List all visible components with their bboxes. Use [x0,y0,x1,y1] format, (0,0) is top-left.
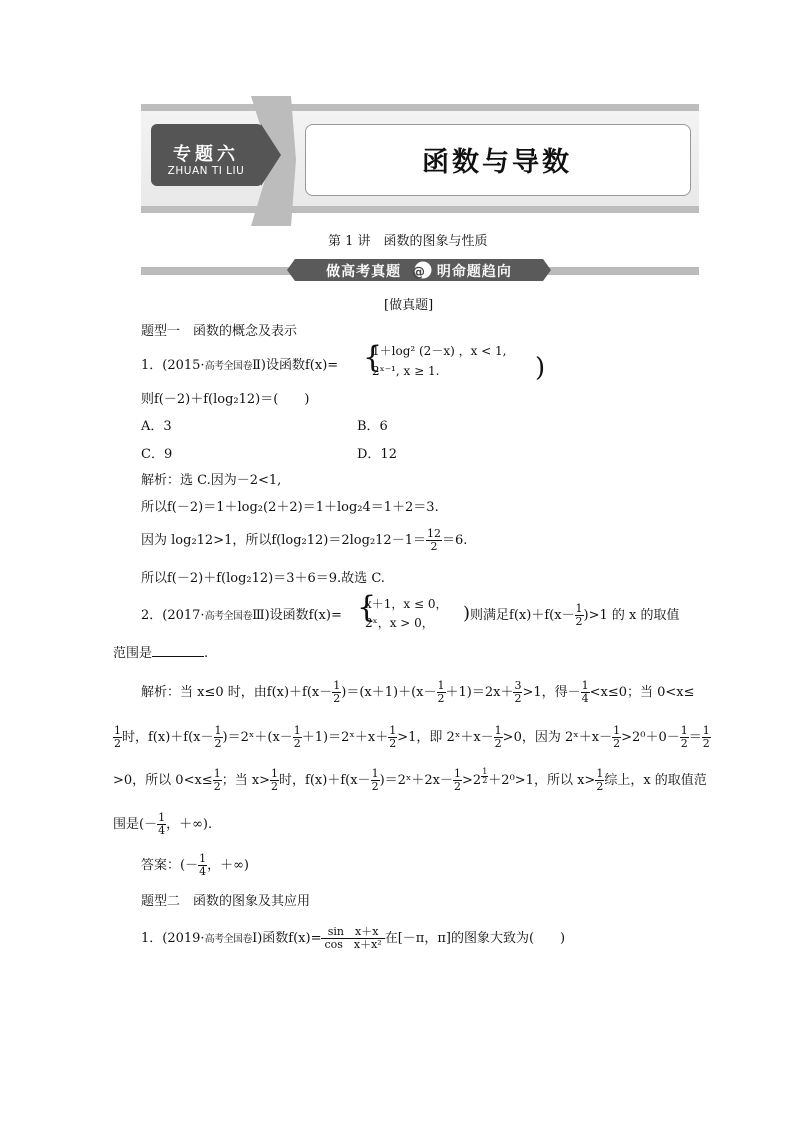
q1-option-d: D．12 [357,447,397,462]
ribbon-icon: @ [412,265,426,280]
q1-case2: 2ˣ⁻¹, x ≥ 1. [372,364,440,378]
q1-ask: 则f(－2)＋f(log₂12)＝( ) [141,392,310,407]
q1-stem: 1．(2015·高考全国卷Ⅱ)设函数f(x)= [141,358,339,373]
q1-option-a: A．3 [141,419,172,434]
q1-option-c: C．9 [141,447,173,462]
q2-solution-line3: >0，所以 0<x≤ $\frac{1}{2}$ ；当 x> $\frac{1}{2}$ 时，f(x)＋f(x－ $\frac{1}{2}$ )＝2ˣ＋2x－ $\frac{1}{2}$ >2 $\frac{1}{2}$ ＋2⁰>1，所以 x> $\frac{1}{2}$ 综上，x 的取值范 [113,767,707,793]
q1-solution-4: 所以f(－2)＋f(log₂12)＝3＋6＝9.故选 C. [141,571,385,586]
q2-solution-line1: 解析：当 x≤0 时，由f(x)＋f(x－ $\frac{1}{2}$ )＝(x＋1)＋(x－ $\frac{1}{2}$ ＋1)＝2x＋ $\frac{3}{2}$ >1，得－ $\frac{1}{4}$ <x≤0；当 0<x≤ [141,679,695,705]
q1-left-brace: { [363,340,383,375]
q2-range: 范围是 . [113,646,209,661]
q2-case2: 2ˣ，x > 0， [365,616,434,630]
ribbon-left: 做高考真题 [326,264,402,280]
q2-condition: )则满足f(x)＋f(x－ $\frac{1}{2}$ )>1 的 x 的取值 [463,602,680,628]
q1-solution-3: 因为 log₂12>1，所以f(log₂12)＝2log₂12－1＝ $\frac{12}{2}$ ＝6. [141,527,468,553]
answer-blank[interactable] [152,644,204,657]
chapter-badge-en: ZHUAN TI LIU [167,165,245,177]
lecture-title: 第 1 讲 函数的图象与性质 [328,234,488,249]
q1-solution-1: 解析：选 C.因为－2<1, [141,473,282,488]
type1-heading: 题型一 函数的概念及表示 [141,324,298,339]
q2-case1: x＋1，x ≤ 0， [365,597,448,611]
chapter-title: 函数与导数 [422,147,572,178]
q2-left-brace: { [357,590,377,625]
q1-case1: 1＋log² (2－x) ，x < 1, [372,344,507,358]
chapter-badge-cn: 专题六 [173,144,239,165]
q1-right-paren: ) [535,353,546,383]
ribbon-right: 明命题趋向 [436,264,512,280]
type2-q1: 1．(2019·高考全国卷Ⅰ)函数f(x)= $\frac{\text{sin x＋x}}{\text{cos x＋x²}}$ 在[－π，π]的图象大致为( ) [141,925,566,951]
section-label: [做真题] [384,298,434,313]
type2-heading: 题型二 函数的图象及其应用 [141,894,311,909]
q1-solution-2: 所以f(－2)＝1＋log₂(2＋2)＝1＋log₂4＝1＋2＝3. [141,500,439,515]
q2-stem: 2．(2017·高考全国卷Ⅲ)设函数f(x)= [141,608,342,623]
q2-solution-line4: 围是(－ $\frac{1}{4}$ ，＋∞). [113,811,213,837]
q1-option-b: B．6 [357,419,388,434]
q2-solution-line2: $\frac{1}{2}$ 时，f(x)＋f(x－ $\frac{1}{2}$ )＝2ˣ＋(x－ $\frac{1}{2}$ ＋1)＝2ˣ＋x＋ $\frac{1}{2}$ >1，即 2ˣ＋x－ $\frac{1}{2}$ >0，因为 2ˣ＋x－ $\frac{1}{2}$ >2⁰＋0－ $\frac{1}{2}$ ＝ $\frac{1}{2}$ [114,724,710,750]
q2-answer: 答案：(－ $\frac{1}{4}$ ，＋∞) [141,852,249,878]
section-ribbon-text [287,261,551,281]
